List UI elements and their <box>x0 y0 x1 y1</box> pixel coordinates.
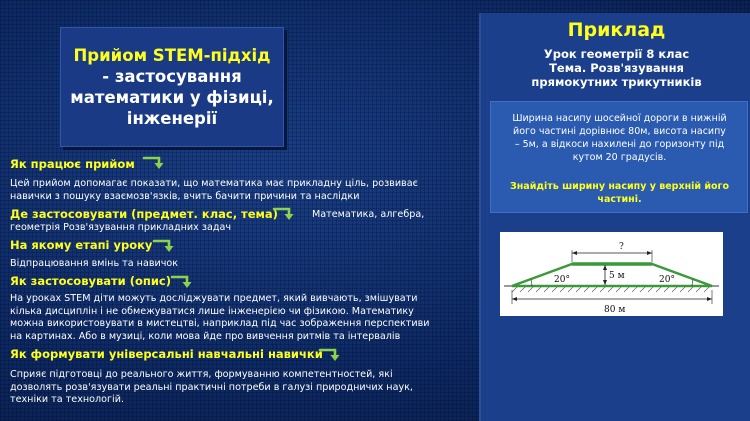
arrow-right-icon <box>142 155 168 171</box>
section-how-to-apply-text: На уроках STEM діти можуть досліджувати предмет, який вивчають, змішувати кілька дисциплін і не обмежуватися лише інженерією чи фізикою. Математику можна використовувати в мистецтві, наприклад під час зображення перспективи на картинах. Або в музиці, коли мова йде про вивчення ритмів та інтервалів <box>10 293 430 342</box>
base-label: 80 м <box>604 305 626 315</box>
section-how-to-apply-label: Як застосовувати (опис) <box>10 274 171 288</box>
title-line-2: - застосування <box>102 67 242 86</box>
example-topic-line: Тема. Розв'язування <box>549 61 684 75</box>
section-skills-text: Сприяє підготовці до реального життя, формуванню компетентностей, які дозволять розв'язувати реальні практичні потреби в галузі природничих наук, техніки та технологій. <box>10 369 413 405</box>
title-line-1: Прийом STEM-підхід <box>73 46 271 65</box>
problem-statement: Ширина насипу шосейної дороги в нижній його частині дорівнює 80м, висота насипу – 5м, а відкоси нахилені до горизонту під кутом 20 градусів. <box>512 113 727 163</box>
section-where-to-use-subject: Математика, алгебра, <box>312 209 425 220</box>
top-width-label: ? <box>619 242 624 252</box>
angle-left-label: 20° <box>554 275 570 285</box>
angle-right-label: 20° <box>659 275 675 285</box>
section-where-to-use-label: Де застосовувати (предмет. клас, тема) <box>10 207 278 221</box>
section-how-it-works-label: Як працює прийом <box>10 157 135 171</box>
arrow-right-icon <box>152 238 178 254</box>
height-label: 5 м <box>609 271 625 281</box>
embankment-figure <box>500 232 723 316</box>
arrow-right-icon <box>318 347 344 363</box>
problem-task: Знайдіть ширину насипу у верхній його частині. <box>509 181 730 205</box>
title-line-3: математики у фізиці, <box>70 88 274 107</box>
example-topic-line-2: прямокутних трикутників <box>531 75 702 89</box>
section-skills-label: Як формувати універсальні навчальні навички <box>10 347 323 361</box>
arrow-right-icon <box>272 206 298 222</box>
example-lesson-line: Урок геометрії 8 клас <box>543 47 690 61</box>
lesson-title-box <box>60 27 284 147</box>
section-lesson-stage-text: Відпрацювання вмінь та навичок <box>10 258 179 269</box>
title-line-4: інженерії <box>126 109 218 128</box>
arrow-right-icon <box>170 274 196 290</box>
example-title: Приклад <box>567 19 666 41</box>
section-how-it-works-text: Цей прийом допомагає показати, що математика має прикладну ціль, розвиває навички з пошуку взаємозв'язків, вчить бачити причини та наслідки <box>10 178 418 202</box>
section-lesson-stage-label: На якому етапі уроку <box>10 238 153 252</box>
section-where-to-use-text: геометрія Розв'язування прикладних задач <box>10 222 232 233</box>
example-panel <box>479 13 750 421</box>
